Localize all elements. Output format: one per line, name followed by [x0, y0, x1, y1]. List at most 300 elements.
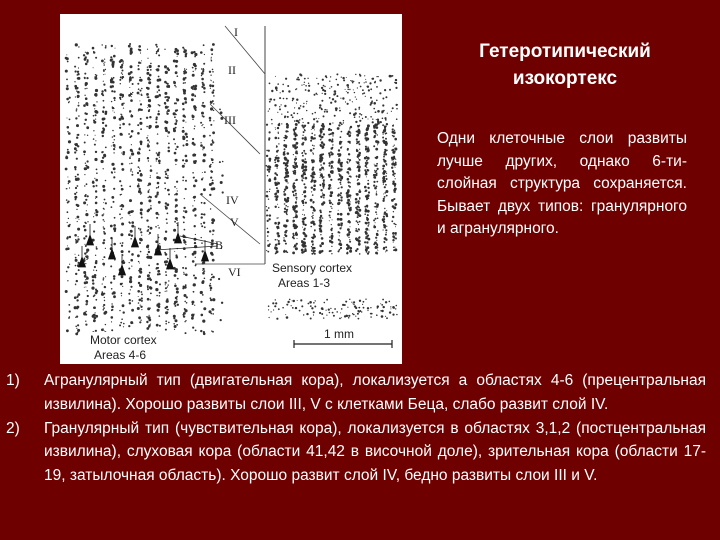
cell-dot — [374, 164, 375, 165]
cell-dot — [382, 131, 384, 133]
cell-dot — [123, 189, 124, 190]
cell-dot — [283, 193, 286, 196]
cell-dot — [267, 175, 268, 176]
cell-dot — [78, 102, 79, 103]
cell-dot — [285, 250, 287, 252]
cell-dot — [292, 116, 294, 118]
cell-dot — [340, 224, 342, 226]
cell-dot — [382, 200, 384, 202]
layer-label-v: V — [230, 215, 239, 229]
cell-dot — [377, 141, 378, 142]
cell-dot — [366, 206, 368, 208]
cell-dot — [191, 86, 194, 89]
cell-dot — [96, 270, 97, 271]
cell-dot — [105, 125, 107, 127]
cell-dot — [131, 163, 132, 164]
cell-dot — [269, 101, 271, 103]
cell-dot — [131, 309, 134, 312]
cell-dot — [379, 92, 381, 94]
cell-dot — [317, 94, 318, 95]
cell-dot — [67, 177, 68, 178]
cell-dot — [369, 230, 370, 231]
cell-dot — [375, 131, 376, 132]
cell-dot — [66, 271, 68, 273]
cell-dot — [313, 314, 314, 315]
cell-dot — [313, 123, 315, 125]
cell-dot — [384, 196, 386, 198]
cell-dot — [311, 240, 314, 243]
cell-dot — [389, 301, 391, 303]
cell-dot — [349, 169, 351, 171]
cell-dot — [268, 207, 270, 209]
cell-dot — [347, 92, 349, 94]
cell-dot — [311, 246, 312, 247]
cell-dot — [130, 259, 133, 262]
cell-dot — [278, 137, 280, 139]
cell-dot — [111, 78, 113, 80]
cell-dot — [267, 220, 269, 222]
cell-dot — [175, 199, 178, 202]
cell-dot — [113, 108, 114, 109]
cell-dot — [375, 111, 377, 113]
cell-dot — [292, 307, 294, 309]
cell-dot — [96, 246, 98, 248]
cell-dot — [195, 68, 197, 70]
cell-dot — [77, 329, 80, 332]
cell-dot — [375, 81, 376, 82]
cell-dot — [92, 181, 95, 184]
sensory-cortex-label: Sensory cortex — [272, 261, 353, 275]
cell-dot — [313, 207, 315, 209]
cell-dot — [210, 297, 212, 299]
cell-dot — [102, 242, 105, 245]
cell-dot — [148, 77, 150, 79]
cell-dot — [78, 293, 81, 296]
cell-dot — [202, 172, 203, 173]
cell-dot — [341, 308, 343, 310]
cell-dot — [103, 239, 105, 241]
cell-dot — [103, 84, 105, 86]
cell-dot — [68, 218, 69, 219]
cell-dot — [340, 244, 343, 247]
cell-dot — [386, 178, 388, 180]
cell-dot — [320, 234, 321, 235]
cell-dot — [164, 120, 167, 123]
cell-dot — [277, 235, 280, 238]
cell-dot — [87, 295, 89, 297]
cell-dot — [86, 210, 87, 211]
cell-dot — [74, 147, 77, 150]
cell-dot — [111, 310, 112, 311]
cell-dot — [394, 176, 395, 177]
cell-dot — [278, 207, 279, 208]
cell-dot — [349, 161, 350, 162]
cell-dot — [75, 70, 77, 72]
cell-dot — [194, 225, 196, 227]
cell-dot — [321, 100, 323, 102]
cell-dot — [339, 107, 340, 108]
cell-dot — [86, 213, 88, 215]
cell-dot — [220, 319, 222, 321]
cell-dot — [394, 203, 397, 206]
cell-dot — [297, 113, 298, 114]
cell-dot — [278, 217, 279, 218]
cell-dot — [365, 81, 367, 83]
cell-dot — [356, 138, 358, 140]
cell-dot — [329, 211, 331, 213]
cell-dot — [332, 162, 334, 164]
cell-dot — [321, 231, 323, 233]
cell-dot — [140, 231, 142, 233]
cell-dot — [113, 278, 115, 280]
cell-dot — [173, 323, 175, 325]
cell-dot — [347, 199, 350, 202]
cell-dot — [340, 223, 341, 224]
cell-dot — [319, 155, 322, 158]
cell-dot — [212, 187, 215, 190]
cell-dot — [110, 265, 112, 267]
cell-dot — [165, 271, 167, 273]
cell-dot — [165, 329, 167, 331]
cell-dot — [164, 96, 166, 98]
cell-dot — [68, 201, 70, 203]
cell-dot — [358, 107, 360, 109]
cell-dot — [94, 76, 95, 77]
cell-dot — [334, 100, 336, 102]
cell-dot — [184, 229, 186, 231]
cell-dot — [336, 311, 338, 313]
pyramidal-cell — [87, 224, 94, 245]
cell-dot — [148, 249, 149, 250]
cell-dot — [341, 227, 342, 228]
cell-dot — [310, 221, 313, 224]
cell-dot — [210, 177, 212, 179]
cell-dot — [340, 136, 342, 138]
cell-dot — [301, 85, 302, 86]
cell-dot — [183, 72, 185, 74]
cell-dot — [295, 195, 296, 196]
cell-dot — [302, 135, 303, 136]
cell-dot — [303, 205, 304, 206]
cell-dot — [121, 153, 122, 154]
cell-dot — [102, 127, 104, 129]
cell-dot — [95, 75, 97, 77]
cell-dot — [391, 220, 393, 222]
cell-dot — [312, 159, 315, 162]
cell-dot — [287, 111, 289, 113]
cell-dot — [376, 86, 378, 88]
cell-dot — [211, 218, 214, 221]
cell-dot — [294, 160, 296, 162]
cell-dot — [104, 300, 105, 301]
cell-dot — [212, 313, 214, 315]
cell-dot — [94, 108, 95, 109]
cell-dot — [128, 221, 130, 223]
cell-dot — [331, 153, 334, 156]
cell-dot — [138, 68, 140, 70]
cell-dot — [358, 141, 360, 143]
cell-dot — [267, 231, 269, 233]
cell-dot — [359, 300, 361, 302]
cell-dot — [381, 315, 384, 318]
cell-dot — [202, 149, 203, 150]
cell-dot — [111, 321, 112, 322]
cell-dot — [147, 135, 148, 136]
cell-dot — [212, 234, 213, 235]
cell-dot — [156, 160, 157, 161]
cell-dot — [366, 195, 367, 196]
cell-dot — [312, 212, 314, 214]
cell-dot — [93, 138, 95, 140]
cell-dot — [195, 330, 197, 332]
cell-dot — [85, 287, 86, 288]
cell-dot — [84, 134, 85, 135]
cell-dot — [155, 121, 157, 123]
cell-dot — [94, 274, 97, 277]
cell-dot — [367, 253, 369, 255]
cell-dot — [76, 299, 78, 301]
cell-dot — [323, 197, 325, 199]
cell-dot — [305, 89, 307, 91]
cell-dot — [338, 187, 339, 188]
cell-dot — [84, 123, 86, 125]
cell-dot — [392, 306, 395, 309]
cell-dot — [341, 131, 343, 133]
cell-dot — [84, 185, 85, 186]
cell-dot — [173, 129, 175, 131]
cell-dot — [294, 162, 297, 165]
cell-dot — [355, 316, 356, 317]
cell-dot — [120, 322, 122, 324]
cell-dot — [119, 93, 122, 96]
cell-dot — [268, 111, 269, 112]
cell-dot — [357, 142, 358, 143]
cell-dot — [355, 250, 357, 252]
cell-dot — [394, 138, 397, 141]
cell-dot — [314, 129, 315, 130]
cell-dot — [94, 276, 96, 278]
cell-dot — [301, 175, 304, 178]
cell-dot — [359, 159, 361, 161]
cell-dot — [202, 82, 204, 84]
cell-dot — [111, 45, 113, 47]
cell-dot — [123, 326, 124, 327]
cell-dot — [346, 91, 347, 92]
cell-dot — [157, 79, 160, 82]
cell-dot — [277, 168, 278, 169]
cell-dot — [74, 85, 77, 88]
cell-dot — [384, 160, 387, 163]
cell-dot — [148, 99, 151, 102]
cell-dot — [330, 133, 332, 135]
cell-dot — [376, 240, 377, 241]
cell-dot — [174, 285, 177, 288]
cell-dot — [394, 148, 395, 149]
cell-dot — [376, 170, 378, 172]
cell-dot — [167, 189, 170, 192]
cell-dot — [86, 183, 88, 185]
cell-dot — [165, 171, 167, 173]
cell-dot — [185, 274, 188, 277]
cell-dot — [269, 189, 270, 190]
cell-dot — [146, 72, 149, 75]
cell-dot — [395, 159, 396, 160]
cell-dot — [182, 165, 185, 168]
cell-dot — [331, 140, 334, 143]
cell-dot — [65, 290, 68, 293]
cell-dot — [78, 46, 79, 47]
cell-dot — [182, 159, 184, 161]
cell-dot — [122, 76, 124, 78]
cell-dot — [321, 196, 323, 198]
cell-dot — [392, 205, 395, 208]
cell-dot — [221, 174, 223, 176]
cell-dot — [95, 330, 97, 332]
cell-dot — [376, 163, 378, 165]
cell-dot — [138, 190, 141, 193]
cell-dot — [167, 258, 169, 260]
cell-dot — [95, 312, 96, 313]
cell-dot — [292, 236, 294, 238]
cell-dot — [146, 137, 148, 139]
cell-dot — [395, 226, 396, 227]
cell-dot — [147, 145, 150, 148]
cell-dot — [155, 226, 157, 228]
cell-dot — [311, 129, 312, 130]
cell-dot — [115, 48, 116, 49]
cell-dot — [111, 172, 113, 174]
cell-dot — [74, 296, 77, 299]
cell-dot — [210, 124, 212, 126]
cell-dot — [298, 107, 300, 109]
cell-dot — [123, 103, 125, 105]
cell-dot — [277, 239, 278, 240]
cell-dot — [277, 217, 278, 218]
cell-dot — [157, 270, 160, 273]
cell-dot — [84, 275, 87, 278]
cell-dot — [304, 138, 307, 141]
cell-dot — [299, 119, 301, 121]
cell-dot — [176, 291, 179, 294]
cell-dot — [137, 151, 140, 154]
cell-dot — [292, 98, 294, 100]
cell-dot — [156, 217, 158, 219]
cell-dot — [323, 133, 325, 135]
cell-dot — [103, 309, 105, 311]
cell-dot — [322, 183, 324, 185]
cell-dot — [128, 293, 130, 295]
cell-dot — [68, 102, 70, 104]
cell-dot — [365, 222, 367, 224]
cell-dot — [296, 243, 298, 245]
cell-dot — [385, 119, 387, 121]
cell-dot — [297, 238, 298, 239]
cell-dot — [131, 235, 133, 237]
cell-dot — [87, 221, 88, 222]
cell-dot — [284, 157, 287, 160]
cell-dot — [284, 199, 287, 202]
cell-dot — [184, 308, 186, 310]
cell-dot — [313, 223, 316, 226]
cell-dot — [156, 142, 158, 144]
cell-dot — [77, 71, 79, 73]
cell-dot — [319, 168, 322, 171]
cell-dot — [218, 278, 220, 280]
cell-dot — [376, 205, 379, 208]
cell-dot — [377, 245, 378, 246]
cell-dot — [347, 235, 348, 236]
cell-dot — [95, 74, 96, 75]
cell-dot — [78, 255, 79, 256]
cell-dot — [84, 229, 87, 232]
cell-dot — [266, 206, 267, 207]
cell-dot — [293, 186, 296, 189]
cell-dot — [210, 107, 213, 110]
cell-dot — [209, 119, 211, 121]
cell-dot — [350, 197, 351, 198]
cell-dot — [209, 310, 212, 313]
cell-dot — [149, 324, 151, 326]
cell-dot — [395, 79, 397, 81]
cell-dot — [147, 298, 150, 301]
cell-dot — [302, 152, 303, 153]
cell-dot — [212, 139, 213, 140]
cell-dot — [156, 172, 157, 173]
cell-dot — [336, 95, 338, 97]
cell-dot — [349, 128, 350, 129]
cell-dot — [277, 127, 279, 129]
cell-dot — [357, 222, 359, 224]
cell-dot — [69, 236, 71, 238]
cell-dot — [158, 177, 161, 180]
cell-dot — [338, 200, 340, 202]
cell-dot — [278, 132, 279, 133]
cell-dot — [104, 62, 105, 63]
cell-dot — [104, 297, 105, 298]
cell-dot — [386, 149, 388, 151]
cell-dot — [358, 209, 361, 212]
cell-dot — [168, 106, 169, 107]
cell-dot — [185, 155, 188, 158]
cell-dot — [353, 89, 354, 90]
cell-dot — [111, 85, 114, 88]
cell-dot — [121, 318, 123, 320]
pyramidal-cell — [155, 234, 162, 255]
cell-dot — [183, 77, 185, 79]
cell-dot — [389, 89, 391, 91]
cell-dot — [93, 270, 94, 271]
cell-dot — [119, 180, 121, 182]
cell-dot — [367, 246, 370, 249]
cell-dot — [277, 83, 279, 85]
cell-dot — [384, 241, 385, 242]
cell-dot — [174, 251, 175, 252]
cell-dot — [105, 276, 106, 277]
cell-dot — [322, 176, 324, 178]
cell-dot — [295, 123, 298, 126]
cell-dot — [210, 287, 213, 290]
cell-dot — [201, 237, 202, 238]
cell-dot — [389, 75, 392, 78]
cell-dot — [348, 204, 350, 206]
cell-dot — [357, 180, 358, 181]
cell-dot — [203, 270, 205, 272]
cell-dot — [303, 131, 305, 133]
cell-dot — [184, 82, 186, 84]
cell-dot — [331, 246, 332, 247]
cell-dot — [212, 141, 214, 143]
cell-dot — [314, 173, 316, 175]
